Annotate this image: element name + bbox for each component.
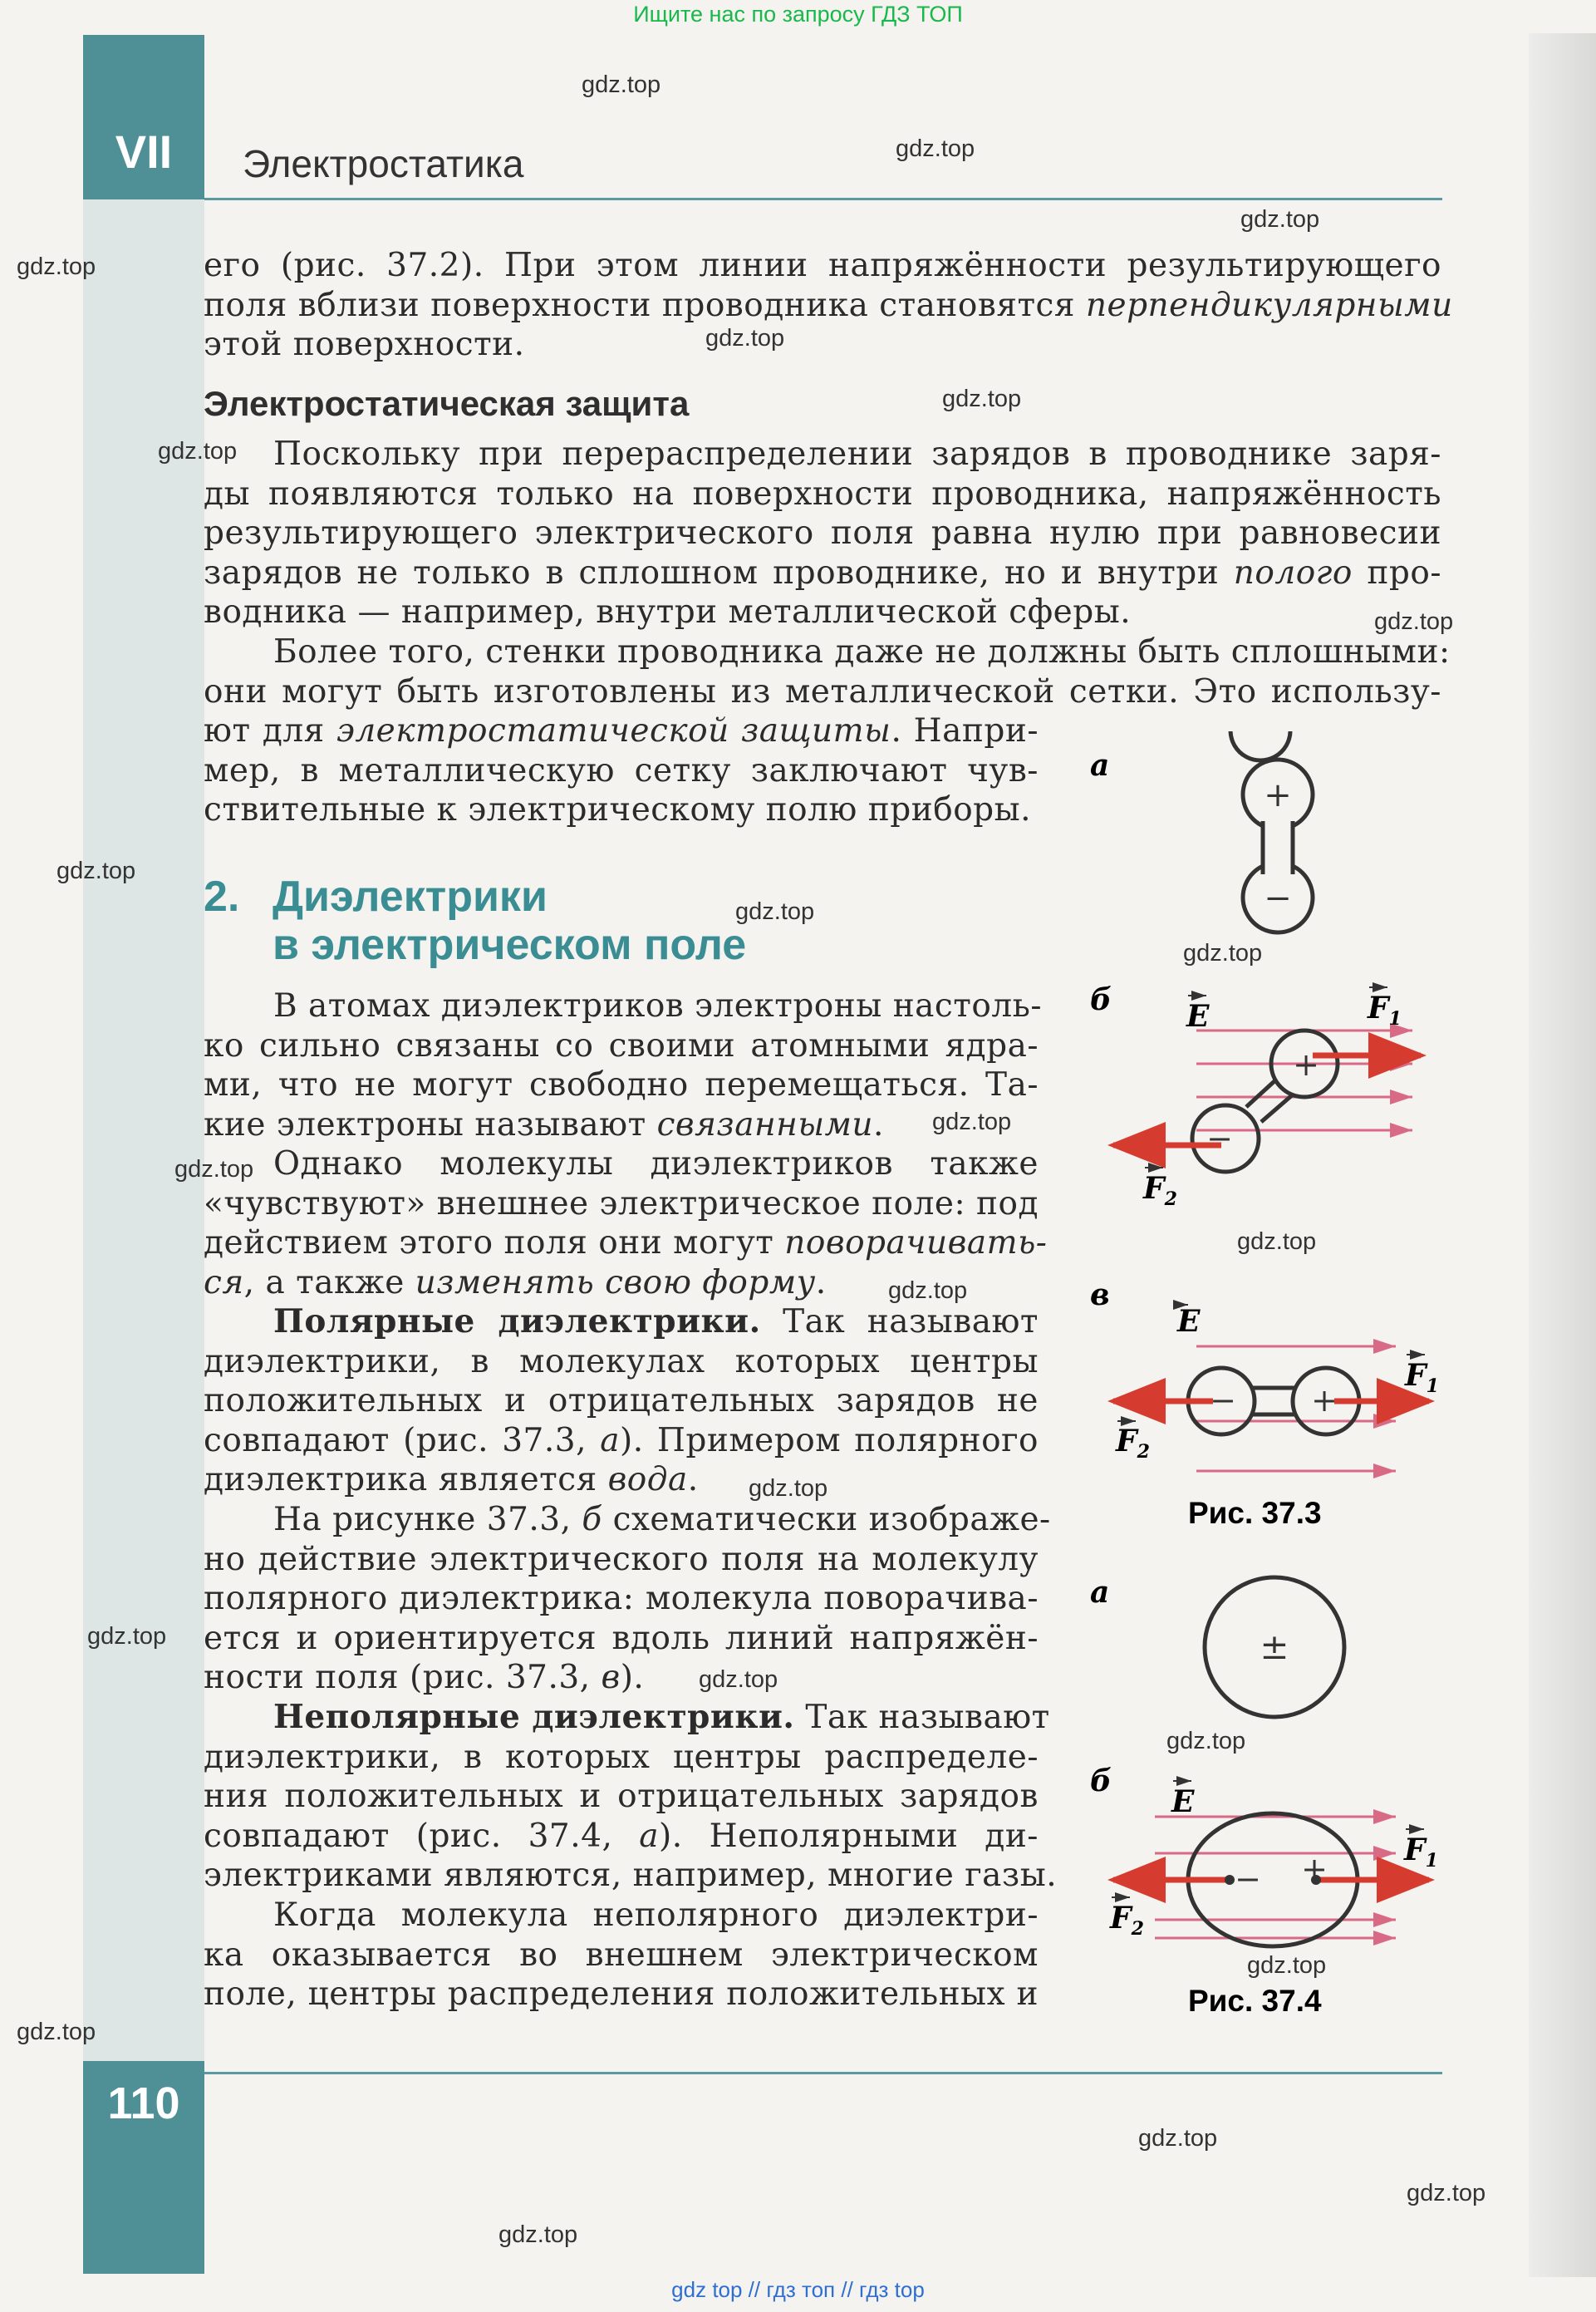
watermark: gdz.top (1237, 1228, 1317, 1255)
watermark: gdz.top (1374, 608, 1454, 635)
text-line: ствительные к электрическому полю приборы. (204, 791, 1032, 829)
text-line: кие электроны называют связанными. (204, 1105, 884, 1144)
text-line: ко сильно связаны со своими атомными ядра- (204, 1026, 1039, 1065)
text-line: совпадают (рис. 37.4, а). Неполярными ди- (204, 1817, 1039, 1855)
text-line: совпадают (рис. 37.3, а). Примером полярного (204, 1421, 1039, 1459)
force-f2-label: $F_2$ (1116, 1424, 1150, 1463)
molecule-neck (1263, 818, 1293, 876)
minus-sign: − (1264, 879, 1292, 917)
watermark: gdz.top (699, 1666, 778, 1693)
text-line: они могут быть изготовлены из металлической сетки. Это использу- (204, 672, 1441, 711)
watermark-top: Ищите нас по запросу ГДЗ ТОП (633, 2, 963, 27)
polar-molecule (1230, 731, 1290, 760)
paragraph-2 (204, 435, 1441, 632)
minus-sign: − (1235, 1861, 1261, 1897)
header-rule (204, 198, 1442, 200)
section-number: 2. (204, 873, 240, 921)
watermark: gdz.top (1407, 2180, 1486, 2206)
text-line: ся, а также изменять свою форму. (204, 1263, 827, 1301)
paragraph-8 (204, 1896, 1039, 2014)
text-line: Более того, стенки проводника даже не должны быть сплошными: (273, 633, 1451, 671)
watermark: gdz.top (1183, 940, 1263, 967)
text-line: положительных и отрицательных зарядов не (204, 1382, 1039, 1419)
watermark: gdz.top (17, 2019, 96, 2045)
figure-caption: Рис. 37.4 (1188, 1984, 1322, 2018)
watermark: gdz.top (174, 1156, 254, 1183)
text-line: диэлектрики, в которых центры распределе- (204, 1738, 1039, 1776)
text-line: диэлектрики, в молекулах которых центры (204, 1342, 1039, 1380)
text-line: ется и ориентируется вдоль линий напряжён- (204, 1619, 1039, 1657)
force-f1-label: $F_1$ (1404, 1832, 1438, 1872)
watermark: gdz.top (888, 1277, 968, 1304)
text-line: Неполярные диэлектрики. Так называют (273, 1698, 1050, 1736)
text-line: его (рис. 37.2). При этом линии напряжённости результирующего (204, 247, 1441, 284)
text-line: этой поверхности. (204, 326, 525, 363)
watermark: gdz.top (87, 1623, 167, 1650)
plus-minus-sign: ± (1260, 1626, 1289, 1667)
paragraph-7 (204, 1698, 1058, 1896)
sidebar-light-band (83, 199, 204, 2061)
text-line: водника — например, внутри металлической сферы. (204, 593, 1132, 631)
paragraph-5 (204, 1302, 1039, 1500)
watermark: gdz.top (582, 71, 661, 98)
watermark: gdz.top (1240, 206, 1320, 233)
chapter-number: VII (115, 125, 173, 178)
text-line: мер, в металлическую сетку заключают чув- (204, 751, 1039, 790)
fig-label-a: а (1090, 1575, 1110, 1610)
text-line: На рисунке 37.3, б схематически изображе- (273, 1501, 1051, 1538)
footer-rule (204, 2072, 1442, 2074)
text-line: результирующего электрического поля равна нулю при равновесии (204, 514, 1441, 552)
watermark: gdz.top (1166, 1728, 1246, 1754)
text-line: В атомах диэлектриков электроны настоль- (273, 987, 1043, 1025)
force-f1-label: $F_1$ (1368, 991, 1402, 1030)
fig-label-v: в (1090, 1277, 1110, 1312)
watermark: gdz.top (158, 438, 238, 465)
force-f2-label: $F_2$ (1143, 1171, 1177, 1210)
text-line: зарядов не только в сплошном проводнике, но и внутри полого про- (204, 553, 1441, 592)
rotated-neck (1261, 1095, 1292, 1122)
watermark-bottom: gdz top // гдз топ // гдз top (671, 2277, 925, 2302)
page-number: 110 (107, 2078, 180, 2128)
watermark: gdz.top (56, 858, 136, 884)
paragraph-1 (204, 246, 1453, 365)
figure-37-4 (1072, 1571, 1462, 2019)
chapter-title: Электростатика (243, 142, 524, 185)
text-line: ми, что не могут свободно перемещаться. Та- (204, 1066, 1039, 1104)
paragraph-6 (204, 1500, 1051, 1698)
rotated-neck (1246, 1080, 1275, 1107)
paragraph-4 (204, 986, 1048, 1302)
minus-sign: − (1210, 1382, 1236, 1419)
text-line: поля вблизи поверхности проводника становятся перпендикулярными (204, 286, 1453, 324)
force-f1-label: $F_1$ (1405, 1358, 1439, 1397)
negative-center-dot (1225, 1875, 1235, 1885)
field-e-label: E (1171, 1784, 1195, 1819)
plus-sign: + (1293, 1046, 1319, 1083)
figure-caption: Рис. 37.3 (1188, 1496, 1322, 1530)
text-line: ют для электростатической защиты. Напри- (204, 712, 1039, 750)
plus-sign: + (1301, 1851, 1328, 1887)
watermark: gdz.top (896, 135, 975, 162)
plus-sign: + (1311, 1382, 1338, 1419)
fig-label-a: а (1090, 748, 1110, 783)
text-line: полярного диэлектрика: молекула поворачива- (204, 1580, 1039, 1617)
text-line: но действие электрического поля на молекулу (204, 1540, 1039, 1578)
text-line: «чувствуют» внешнее электрическое поле: под (204, 1184, 1039, 1222)
watermark: gdz.top (749, 1475, 828, 1502)
text-line: Когда молекула неполярного диэлектри- (273, 1896, 1039, 1934)
text-line: действием этого поля они могут поворачивать- (204, 1224, 1048, 1262)
figure-37-3 (1072, 731, 1462, 1562)
heading-line-2: в электрическом поле (273, 921, 747, 969)
watermark: gdz.top (942, 386, 1022, 412)
text-line: Однако молекулы диэлектриков также (273, 1145, 1039, 1183)
text-line: ности поля (рис. 37.3, в). (204, 1659, 645, 1696)
force-f2-label: $F_2$ (1110, 1901, 1144, 1940)
section-heading: Электростатическая защита (204, 384, 690, 423)
watermark: gdz.top (1247, 1952, 1327, 1979)
page-edge-shadow (1529, 33, 1596, 2277)
field-e-label: E (1186, 999, 1210, 1034)
text-line: электриками являются, например, многие газы. (204, 1857, 1058, 1894)
minus-sign: − (1206, 1120, 1233, 1157)
fig-label-b: б (1090, 982, 1112, 1017)
watermark: gdz.top (735, 898, 815, 925)
text-line: Поскольку при перераспределении зарядов в проводнике заря- (273, 435, 1441, 473)
plus-sign: + (1264, 776, 1292, 814)
text-line: поле, центры распределения положительных и (204, 1975, 1039, 2013)
watermark: gdz.top (705, 325, 785, 352)
watermark: gdz.top (17, 253, 96, 280)
text-line: Полярные диэлектрики. Так называют (273, 1302, 1039, 1340)
watermark: gdz.top (1138, 2125, 1218, 2152)
watermark: gdz.top (932, 1109, 1012, 1135)
field-e-label: E (1177, 1304, 1201, 1339)
text-line: ния положительных и отрицательных зарядов (204, 1778, 1039, 1815)
heading-line-1: Диэлектрики (273, 873, 548, 921)
text-line: ды появляются только на поверхности проводника, напряжённость (204, 475, 1441, 513)
text-line: ка оказывается во внешнем электрическом (204, 1936, 1039, 1974)
watermark: gdz.top (498, 2221, 578, 2248)
fig-label-b: б (1090, 1764, 1112, 1798)
text-line: диэлектрика является вода. (204, 1461, 699, 1498)
